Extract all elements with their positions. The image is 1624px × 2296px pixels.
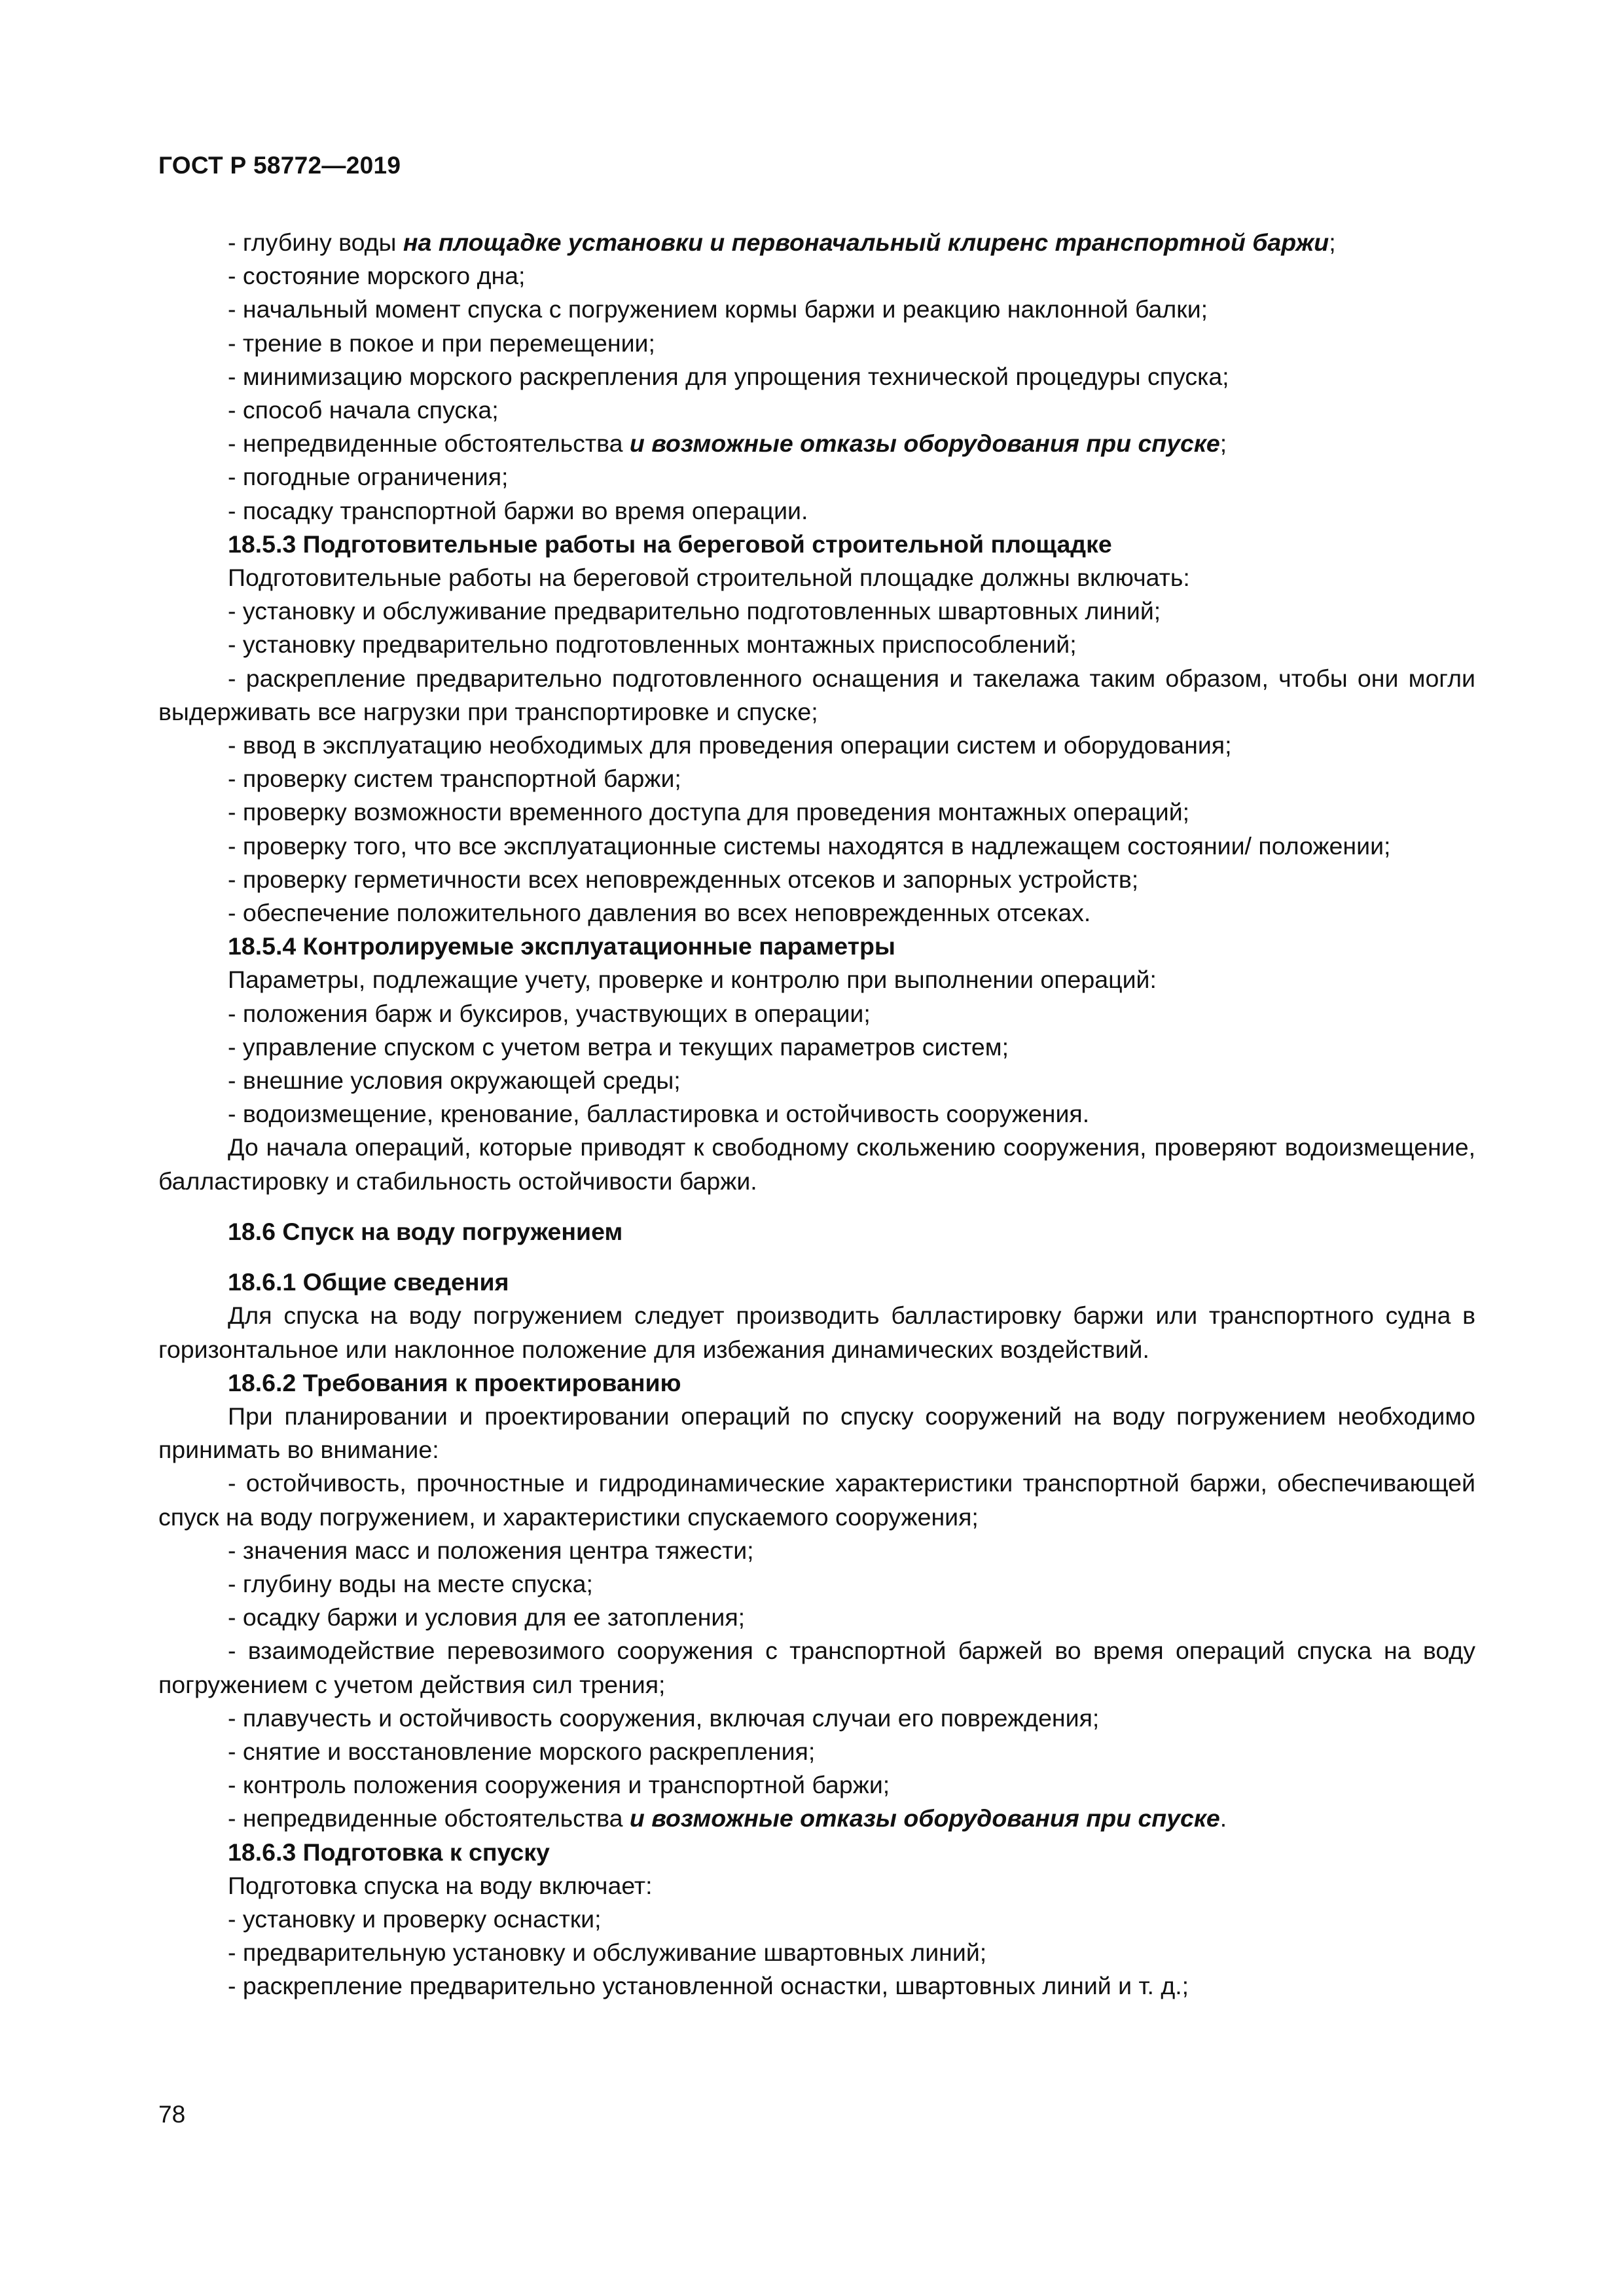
section-heading bbox=[158, 1266, 1475, 1299]
paragraph-line bbox=[158, 1467, 1475, 1533]
text-run: - погодные ограничения; bbox=[228, 463, 509, 491]
text-run: 18.6 Спуск на воду погружением bbox=[228, 1217, 623, 1245]
text-run: - раскрепление предварительно установленной оснастки, швартовных линий и т. д.; bbox=[228, 1972, 1189, 2000]
paragraph-line bbox=[158, 1903, 1475, 1936]
section-heading bbox=[158, 1836, 1475, 1869]
text-run: - значения масс и положения центра тяжести; bbox=[228, 1536, 754, 1564]
paragraph-line bbox=[158, 1768, 1475, 1802]
text-run: - трение в покое и при перемещении; bbox=[228, 329, 655, 357]
paragraph-line bbox=[158, 1131, 1475, 1197]
text-run: - взаимодействие перевозимого сооружения с транспортной баржей во время операций спуска на воду погружением с учетом действия сил трения; bbox=[158, 1637, 1475, 1698]
text-run: До начала операций, которые приводят к свободному скольжению сооружения, проверяют водоизмещение, балластировку и стабильность остойчивости баржи. bbox=[158, 1133, 1475, 1195]
text-run: - предварительную установку и обслуживание швартовных линий; bbox=[228, 1939, 987, 1967]
text-run: - установку и обслуживание предварительно подготовленных швартовных линий; bbox=[228, 597, 1161, 625]
paragraph-line bbox=[158, 1802, 1475, 1835]
text-run: Подготовительные работы на береговой строительной площадке должны включать: bbox=[228, 564, 1190, 592]
paragraph-line bbox=[158, 1299, 1475, 1366]
paragraph-line bbox=[158, 1534, 1475, 1567]
section-heading bbox=[158, 1215, 1475, 1248]
text-run: - раскрепление предварительно подготовленного оснащения и такелажа таким образом, чтобы они могли выдерживать все нагрузки при транспортировке и спуске; bbox=[158, 664, 1475, 725]
text-run: - минимизацию морского раскрепления для упрощения технической процедуры спуска; bbox=[228, 362, 1229, 390]
paragraph-line bbox=[158, 1601, 1475, 1634]
text-run: 18.6.1 Общие сведения bbox=[228, 1268, 509, 1296]
text-run: - снятие и восстановление морского раскрепления; bbox=[228, 1737, 816, 1765]
paragraph-line bbox=[158, 829, 1475, 863]
paragraph-line bbox=[158, 460, 1475, 494]
paragraph-line bbox=[158, 427, 1475, 460]
emphasized-text: на площадке установки и первоначальный клиренс транспортной баржи bbox=[403, 228, 1329, 256]
text-run: - осадку баржи и условия для ее затопления; bbox=[228, 1603, 746, 1631]
paragraph-line bbox=[158, 1634, 1475, 1701]
text-run: 18.5.4 Контролируемые эксплуатационные параметры bbox=[228, 932, 895, 960]
text-run: Подготовка спуска на воду включает: bbox=[228, 1871, 653, 1899]
emphasized-text: и возможные отказы оборудования при спуске bbox=[629, 429, 1220, 458]
paragraph-line bbox=[158, 1702, 1475, 1735]
paragraph-line bbox=[158, 1400, 1475, 1467]
paragraph-line bbox=[158, 293, 1475, 326]
emphasized-text: и возможные отказы оборудования при спуске bbox=[629, 1804, 1220, 1832]
paragraph-line bbox=[158, 1969, 1475, 2003]
text-run: - положения барж и буксиров, участвующих в операции; bbox=[228, 999, 871, 1027]
paragraph-line bbox=[158, 1936, 1475, 1969]
text-run: - обеспечение положительного давления во всех неповрежденных отсеках. bbox=[228, 899, 1091, 927]
paragraph-line bbox=[158, 327, 1475, 360]
paragraph-line bbox=[158, 762, 1475, 795]
text-run: 18.6.3 Подготовка к спуску bbox=[228, 1838, 550, 1866]
text-run: - непредвиденные обстоятельства bbox=[228, 1804, 630, 1832]
document-body bbox=[158, 226, 1475, 2003]
paragraph-line bbox=[158, 1567, 1475, 1601]
text-run: . bbox=[1219, 1804, 1227, 1832]
text-run: - водоизмещение, кренование, балластировка и остойчивость сооружения. bbox=[228, 1100, 1090, 1128]
paragraph-line bbox=[158, 259, 1475, 293]
paragraph-line bbox=[158, 594, 1475, 628]
paragraph-line bbox=[158, 393, 1475, 427]
section-heading bbox=[158, 528, 1475, 561]
paragraph-line bbox=[158, 226, 1475, 259]
paragraph-line bbox=[158, 1030, 1475, 1064]
paragraph-line bbox=[158, 360, 1475, 393]
paragraph-line bbox=[158, 896, 1475, 930]
text-run: Для спуска на воду погружением следует производить балластировку баржи или транспортного судна в горизонтальное или наклонное положение для избежания динамических воздействий. bbox=[158, 1302, 1475, 1363]
paragraph-line bbox=[158, 662, 1475, 729]
text-run: - плавучесть и остойчивость сооружения, включая случаи его повреждения; bbox=[228, 1704, 1100, 1732]
section-heading bbox=[158, 930, 1475, 963]
text-run: - проверку герметичности всех неповрежденных отсеков и запорных устройств; bbox=[228, 865, 1139, 893]
paragraph-line bbox=[158, 863, 1475, 896]
paragraph-line bbox=[158, 997, 1475, 1030]
page-number: 78 bbox=[158, 2101, 186, 2128]
text-run: - установку и проверку оснастки; bbox=[228, 1904, 602, 1933]
text-run: - способ начала спуска; bbox=[228, 396, 499, 424]
text-run: 18.6.2 Требования к проектированию bbox=[228, 1368, 681, 1396]
text-run: - внешние условия окружающей среды; bbox=[228, 1066, 681, 1095]
text-run: - состояние морского дна; bbox=[228, 262, 526, 290]
paragraph-line bbox=[158, 1735, 1475, 1768]
paragraph-line bbox=[158, 561, 1475, 594]
paragraph-line bbox=[158, 494, 1475, 528]
paragraph-line bbox=[158, 1097, 1475, 1131]
text-run: - проверку возможности временного доступа для проведения монтажных операций; bbox=[228, 798, 1190, 826]
text-run: ; bbox=[1329, 228, 1336, 256]
text-run: - ввод в эксплуатацию необходимых для проведения операции систем и оборудования; bbox=[228, 731, 1232, 759]
paragraph-line bbox=[158, 1064, 1475, 1097]
paragraph-line bbox=[158, 729, 1475, 762]
text-run: - установку предварительно подготовленных монтажных приспособлений; bbox=[228, 630, 1077, 659]
text-run: - проверку того, что все эксплуатационные системы находятся в надлежащем состоянии/ положении; bbox=[228, 831, 1391, 860]
paragraph-line bbox=[158, 1869, 1475, 1903]
text-run: - глубину воды на месте спуска; bbox=[228, 1569, 593, 1597]
section-heading bbox=[158, 1366, 1475, 1400]
text-run: ; bbox=[1219, 429, 1227, 458]
document-header: ГОСТ Р 58772—2019 bbox=[158, 152, 401, 179]
text-run: - начальный момент спуска с погружением кормы баржи и реакцию наклонной балки; bbox=[228, 295, 1208, 323]
text-run: - проверку систем транспортной баржи; bbox=[228, 765, 681, 793]
text-run: - контроль положения сооружения и транспортной баржи; bbox=[228, 1771, 890, 1799]
text-run: При планировании и проектировании операций по спуску сооружений на воду погружением необходимо принимать во внимание: bbox=[158, 1402, 1475, 1464]
paragraph-line bbox=[158, 963, 1475, 996]
text-run: - непредвиденные обстоятельства bbox=[228, 429, 630, 458]
text-run: 18.5.3 Подготовительные работы на береговой строительной площадке bbox=[228, 530, 1112, 558]
text-run: - остойчивость, прочностные и гидродинамические характеристики транспортной баржи, обеспечивающей спуск на воду погружением, и характеристики спускаемого сооружения; bbox=[158, 1469, 1475, 1531]
text-run: - глубину воды bbox=[228, 228, 403, 256]
paragraph-line bbox=[158, 795, 1475, 829]
text-run: - посадку транспортной баржи во время операции. bbox=[228, 496, 808, 524]
text-run: Параметры, подлежащие учету, проверке и контролю при выполнении операций: bbox=[228, 966, 1157, 994]
text-run: - управление спуском с учетом ветра и текущих параметров систем; bbox=[228, 1032, 1009, 1061]
paragraph-line bbox=[158, 628, 1475, 661]
